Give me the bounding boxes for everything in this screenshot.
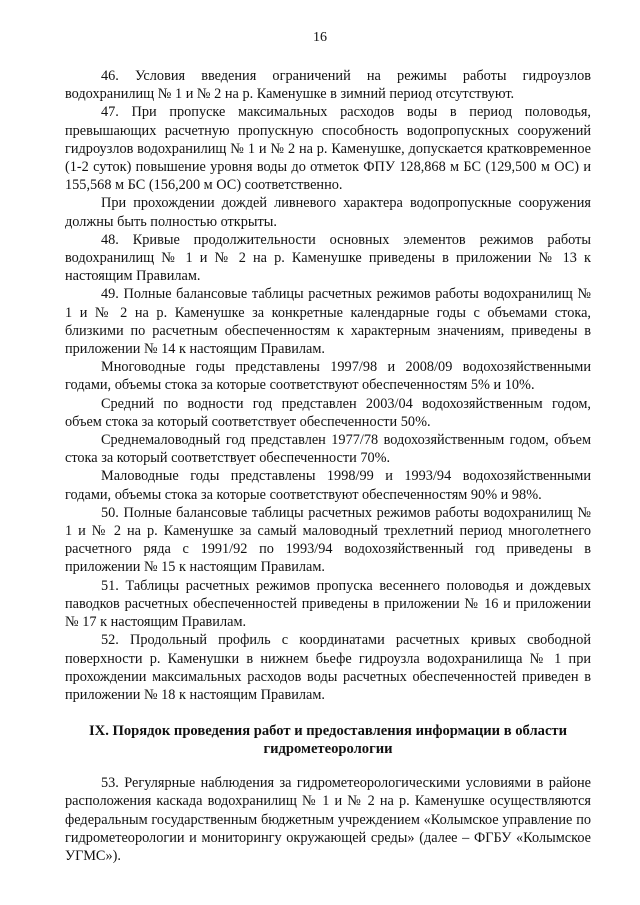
paragraph-49-dry-years: Маловодные годы представлены 1998/99 и 1993/94 водохозяйственными годами, объемы стока за которые соответствуют обеспеченностям 90% и 98%.	[65, 468, 591, 503]
document-body	[65, 67, 591, 865]
paragraph-51: 51. Таблицы расчетных режимов пропуска весеннего половодья и дождевых паводков расчетных обеспеченностей приведены в приложении № 16 и приложении № 17 к настоящим Правилам.	[65, 577, 591, 631]
paragraph-50: 50. Полные балансовые таблицы расчетных режимов работы водохранилищ № 1 и № 2 на р. Каменушке за самый маловодный трехлетний период многолетнего расчетного ряда с 1991/92 по 1993/94 водохозяйственный год приведены в приложении № 15 к настоящим Правилам.	[65, 504, 591, 576]
page-number: 16	[313, 30, 327, 45]
section-heading: IX. Порядок проведения работ и предоставления информации в области гидрометеорологии	[89, 723, 567, 758]
paragraph-47: 47. При пропуске максимальных расходов воды в период половодья, превышающих расчетную пропускную способность водопропускных сооружений гидроузлов водохранилищ № 1 и № 2 на р. Каменушке, допускается кратковременное (1-2 суток) повышение уровня воды до отметок ФПУ 128,868 м БС (129,500 м ОС) и 155,568 м БС (156,200 м ОС) соответственно.	[65, 104, 591, 194]
paragraph-48: 48. Кривые продолжительности основных элементов режимов работы водохранилищ № 1 и № 2 на р. Каменушке приведены в приложении № 13 к настоящим Правилам.	[65, 231, 591, 285]
paragraph-46: 46. Условия введения ограничений на режимы работы гидроузлов водохранилищ № 1 и № 2 на р. Каменушке в зимний период отсутствуют.	[65, 68, 591, 103]
paragraph-49: 49. Полные балансовые таблицы расчетных режимов работы водохранилищ № 1 и № 2 на р. Каменушке за конкретные календарные годы с объемами стока, близкими по расчетным обеспеченностям к характерным значениям, приведены в приложении № 14 к настоящим Правилам.	[65, 286, 591, 358]
paragraph-53: 53. Регулярные наблюдения за гидрометеорологическими условиями в районе расположения каскада водохранилищ № 1 и № 2 на р. Каменушке осуществляются федеральным государственным бюджетным учреждением «Колымское управление по гидрометеорологии и мониторингу окружающей среды» (далее – ФГБУ «Колымское УГМС»).	[65, 775, 591, 864]
paragraph-49-mid-dry-year: Среднемаловодный год представлен 1977/78 водохозяйственным годом, объем стока за который соответствует обеспеченности 70%.	[65, 432, 591, 467]
paragraph-49-wet-years: Многоводные годы представлены 1997/98 и 2008/09 водохозяйственными годами, объемы стока за которые соответствуют обеспеченностям 5% и 10%.	[65, 359, 591, 394]
paragraph-52: 52. Продольный профиль с координатами расчетных кривых свободной поверхности р. Каменушки в нижнем бьефе гидроузла водохранилища № 1 при прохождении максимальных расходов воды расчетных обеспеченностей приведен в приложении № 18 к настоящим Правилам.	[65, 632, 591, 703]
paragraph-49-average-year: Средний по водности год представлен 2003/04 водохозяйственным годом, объем стока за который соответствует обеспеченности 50%.	[65, 395, 591, 430]
paragraph-47-continuation: При прохождении дождей ливневого характера водопропускные сооружения должны быть полностью открыты.	[65, 195, 591, 230]
